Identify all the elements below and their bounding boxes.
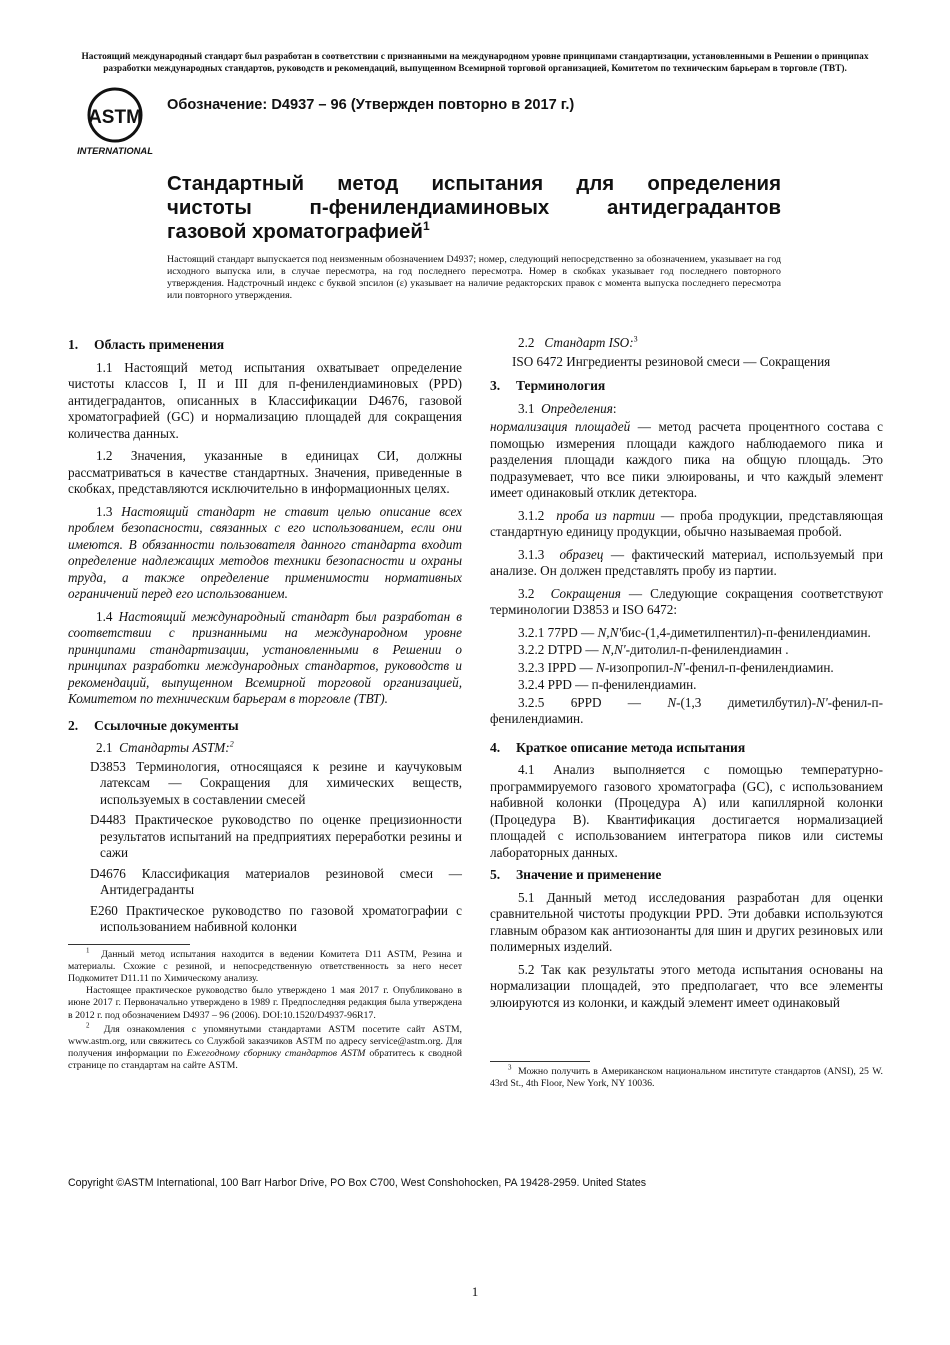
section-1-number: 1. (68, 337, 79, 352)
term-lot-sample: проба из партии (556, 507, 655, 523)
abbreviation-ippd (490, 660, 883, 677)
paragraph-5-1: 5.1 Данный метод исследования разработан для оценки сравнительной чистоты продукции PPD. Эти добавки используются главным образом как антиозонанты для шин и других резиновых или полимерных изделий. (490, 889, 883, 954)
footnote-2 (68, 1021, 462, 1073)
section-2-number: 2. (68, 717, 79, 733)
paragraph-4-1: 4.1 Анализ выполняется с помощью температурно-программируемого газового хроматографа (GC), с использованием набивной колонки (Процедура A) или капиллярной колонки (Процедура B). Квантификация достигается нормализацией площадей с использованием интегратора пиков или системы лабораторных данных. (490, 762, 883, 860)
astm-international-logo (74, 85, 156, 157)
abbreviation-dtpd-label: 3.2.2 DTPD — (518, 642, 599, 657)
reference-d4483: D4483 Практическое руководство по оценке прецизионности результатов испытаний на предприятиях переработки резины и сажи (90, 812, 462, 860)
footnote-2-body (68, 1021, 462, 1073)
section-5-title: Значение и применение (516, 867, 662, 882)
international-standard-notice (55, 51, 895, 75)
abbreviation-ippd-label: 3.2.3 IPPD — (518, 659, 593, 675)
paragraph-3-1-number: 3.1 (518, 400, 535, 416)
abbreviation-ippd-text-b: -фенил-п-фенилендиамин. (684, 659, 834, 675)
paragraph-3-2-number: 3.2 (518, 585, 535, 601)
right-column (490, 335, 883, 1090)
reference-iso-6472: ISO 6472 Ингредиенты резиновой смеси — Сокращения (512, 353, 831, 369)
abbreviation-dtpd (490, 642, 883, 659)
paragraph-1-3-text: Настоящий стандарт не ставит целью описание всех проблем безопасности, связанных с его использованием, если они имеются. В обязанности пользователя данного стандарта входит определение надлежащих методов техники безопасности и охраны труда, а также определение применимости нормативных ограничений перед его использованием. (68, 503, 463, 601)
footnote-2-text-b: обратитесь к сводной странице по стандартам на сайте ASTM. (68, 1048, 462, 1072)
paragraph-1-3-number: 1.3 (96, 503, 113, 519)
footnote-2-mark: 2 (86, 1021, 90, 1030)
paragraph-1-4 (68, 609, 462, 708)
notice-line-1: Настоящий международный стандарт был разработан в соответствии с признанными на международном уровне принципами стандартизации, установленными в Решении о принципах (81, 52, 869, 62)
definition-area-normalization-text: — метод расчета процентного состава с помощью измерения площади каждого наблюдаемого пика и разделения площади каждого пика на общую площадь. Это подразумевает, что все пики элюированы, и что каждый элемент имеет одинаковый отклик детектора. (490, 419, 883, 500)
copyright-line: Copyright ©ASTM International, 100 Barr Harbor Drive, PO Box C700, West Conshohocken, PA 19428-2959. United States (68, 1177, 647, 1189)
footnote-ref-3: 3 (633, 334, 638, 344)
paragraph-2-2-number: 2.2 (518, 335, 535, 350)
paragraph-3-2-text: — Следующие сокращения соответствуют терминологии D3853 и ISO 6472: (490, 585, 884, 617)
abbreviation-77pd-label: 3.2.1 77PD — (518, 624, 595, 640)
section-4-title: Краткое описание метода испытания (516, 739, 746, 755)
footnote-1-part-a (68, 946, 462, 986)
section-4-heading (490, 740, 883, 757)
footnote-separator (68, 944, 190, 945)
definition-specimen-text: — фактический материал, используемый при анализе. Он должен представлять пробу из партии. (490, 546, 884, 578)
footnote-3-body (490, 1063, 883, 1090)
abbreviation-6ppd-label: 3.2.5 6PPD — (518, 694, 641, 710)
section-4-number: 4. (490, 739, 501, 755)
section-5-heading (490, 867, 883, 884)
paragraph-1-2: 1.2 Значения, указанные в единицах СИ, должны рассматриваться в качестве стандартных. Значения, приведенные в скобках, представляются исключительно в информационных целях. (68, 448, 462, 496)
document-title (167, 172, 781, 244)
logo-international-text: INTERNATIONAL (77, 145, 153, 156)
term-specimen: образец (559, 546, 604, 562)
paragraph-2-1 (68, 740, 462, 757)
title-line-3 (167, 220, 781, 244)
term-area-normalization: нормализация площадей (490, 419, 631, 434)
standard-designation: Обозначение: D4937 – 96 (Утвержден повторно в 2017 г.) (167, 97, 575, 113)
logo-astm-lettering: ASTM (88, 107, 142, 128)
footnote-separator-right (490, 1061, 590, 1062)
abbreviation-6ppd-italic: N (667, 694, 677, 710)
reference-d3853: D3853 Терминология, относящаяся к резине и каучуковым латексам — Сокращения для химических веществ, используемых в составлении смесей (90, 758, 462, 807)
section-1-heading (68, 337, 462, 354)
abbreviation-6ppd-italic-2: N' (816, 694, 828, 710)
paragraph-2-2 (490, 335, 883, 352)
section-2-title: Ссылочные документы (94, 717, 239, 733)
paragraph-1-4-number: 1.4 (96, 608, 113, 624)
abbreviation-ippd-text-a: -изопропил- (604, 659, 674, 675)
footnote-1-mark: 1 (86, 946, 90, 955)
reference-d4676: D4676 Классификация материалов резиновой смеси — Антидеграданты (90, 865, 462, 897)
abbreviation-6ppd (490, 695, 883, 728)
reference-e260: E260 Практическое руководство по газовой хроматографии с использованием набивной колонки (90, 902, 462, 934)
title-line-3-text: газовой хроматографией (167, 221, 423, 243)
title-line-1: Стандартный метод испытания для определения (167, 173, 781, 195)
paragraph-3-1 (490, 401, 883, 418)
paragraph-1-1: 1.1 Настоящий метод испытания охватывает определение чистоты классов I, II и III для п-фенилендиаминовых (PPD) антидеградантов, описанных в Классификации D4676, газовой хроматографией (GC) и нормализацию площадей для сокращения количества данных. (68, 359, 462, 441)
section-3-heading (490, 378, 883, 395)
definition-lot-sample-number: 3.1.2 (518, 507, 545, 523)
title-footnote-mark: 1 (422, 219, 430, 234)
section-2-heading (68, 718, 462, 735)
section-5-number: 5. (490, 867, 501, 882)
abbreviation-ippd-italic: N (596, 659, 605, 675)
footnote-2-italic: Ежегодному сборнику стандартов ASTM (186, 1048, 366, 1060)
issuance-statement: Настоящий стандарт выпускается под неизменным обозначением D4937; номер, следующий непосредственно за обозначением, указывает на год исходного выпуска или, в случае пересмотра, на год последнего пересмотра. Номер в скобках указывает год последнего повторного утверждения. Надстрочный индекс с буквой эпсилон (ε) указывает на наличие редакторских правок с момента выпуска последнего пересмотра или повторного утверждения. (167, 254, 781, 301)
abbreviation-77pd-text: бис-(1,4-диметилпентил)-п-фенилендиамин. (621, 624, 871, 640)
footnote-ref-2: 2 (229, 739, 234, 749)
section-3-number: 3. (490, 378, 501, 393)
section-1-title: Область применения (94, 337, 225, 352)
paragraph-2-2-text: Стандарт ISO: (544, 335, 634, 350)
footnote-3-text: Можно получить в Американском национальном институте стандартов (ANSI), 25 W. 43rd St., 4th Floor, New York, NY 10036. (490, 1066, 883, 1090)
term-abbreviations: Сокращения (550, 585, 621, 601)
definition-area-normalization (490, 419, 883, 502)
abbreviation-6ppd-text-a: -(1,3 диметилбутил)- (676, 694, 817, 710)
footnote-1 (68, 946, 462, 1022)
paragraph-3-1-colon: : (612, 400, 617, 416)
paragraph-3-1-text: Определения (541, 400, 613, 416)
page-number: 1 (471, 1284, 479, 1299)
paragraph-3-2 (490, 586, 883, 619)
paragraph-2-1-text: Стандарты ASTM: (119, 740, 230, 755)
abbreviation-dtpd-italic: N,N' (601, 642, 626, 657)
abbreviation-6ppd-text-b: -фенил-п-фенилендиамин. (490, 694, 883, 726)
footnote-3-mark: 3 (508, 1063, 512, 1072)
footnote-3 (490, 1063, 883, 1090)
abbreviation-77pd (490, 625, 883, 642)
paragraph-1-3 (68, 504, 462, 603)
footnote-1-part-b: Настоящее практическое руководство было утверждено 1 мая 2017 г. Опубликовано в июне 2017 г. Первоначально утверждено в 1989 г. Предпоследняя редакция была утверждена в 2012 г. под обозначением D4937 – 96 (2006). DOI:10.1520/D4937-96R17. (68, 985, 462, 1021)
paragraph-5-2: 5.2 Так как результаты этого метода испытания основаны на нормализации площадей, это предполагает, что все элементы элюируются из колонки, и каждый элемент имеет одинаковый (490, 961, 883, 1010)
definition-lot-sample (490, 508, 883, 541)
notice-line-2: разработки международных стандартов, руководств и рекомендаций, выпущенном Всемирной торговой организацией, Комитетом по техническим барьерам в торговле (ТВТ). (103, 64, 847, 74)
abbreviation-77pd-italic: N,N' (597, 624, 622, 640)
section-3-title: Терминология (516, 378, 606, 393)
abbreviation-ppd: 3.2.4 PPD — п-фенилендиамин. (518, 677, 697, 692)
footnote-2-text-a: Для ознакомления с упомянутыми стандартами ASTM посетите сайт ASTM, www.astm.org, или свяжитесь со Службой заказчиков ASTM по адресу service@astm.org. Для получения информации по (68, 1023, 462, 1060)
definition-specimen (490, 547, 883, 580)
footnote-1-a-text: Данный метод испытания находится в ведении Комитета D11 ASTM, Резина и материалы. Схожие с резиной, и непосредственную ответственность за него несет Подкомитет D11.11 по Химическому анализу. (68, 948, 462, 984)
definition-lot-sample-text: — проба продукции, представляющая стандартную единицу продукции, обычно называемая пробой. (490, 507, 884, 539)
title-line-2: чистоты п-фенилендиаминовых антидеградантов (167, 197, 781, 219)
paragraph-2-1-number: 2.1 (96, 740, 113, 755)
definition-specimen-number: 3.1.3 (518, 546, 545, 562)
abbreviation-ippd-italic-2: N' (673, 659, 685, 675)
left-column (68, 335, 462, 1073)
paragraph-1-4-text: Настоящий международный стандарт был разработан в соответствии с признанными на международном уровне принципами стандартизации, установленными в Решении о принципах разработки международных стандартов, руководств и рекомендаций, выпущенном Всемирной торговой организацией, Комитетом по техническим барьерам в торговле (ТВТ). (68, 608, 462, 706)
abbreviation-dtpd-text: -дитолил-п-фенилендиамин . (625, 642, 789, 657)
